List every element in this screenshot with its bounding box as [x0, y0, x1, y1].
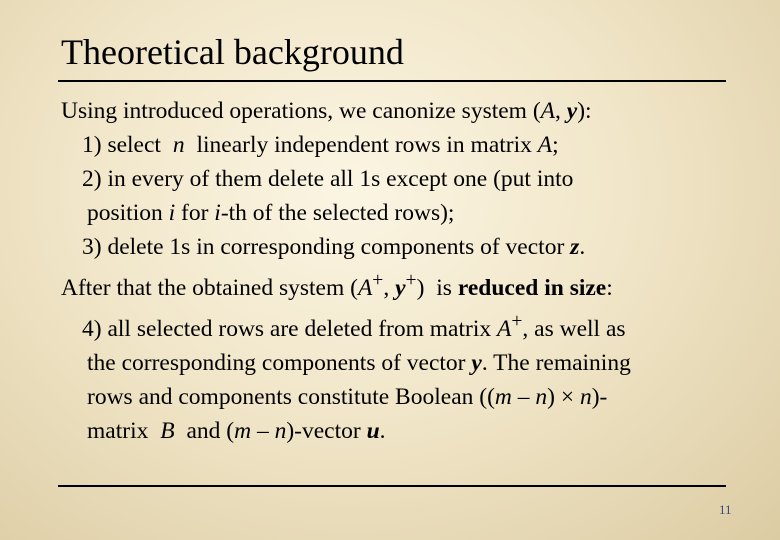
page-number: 11: [719, 502, 732, 517]
body-line-7: 4) all selected rows are deleted from matrix A+, as well as: [82, 310, 626, 342]
slide-body: [61, 94, 741, 448]
title-underline: [58, 80, 726, 82]
body-line-1: Using introduced operations, we canonize system (A, y):: [61, 98, 592, 124]
body-line-9: rows and components constitute Boolean ((m – n) × n)-: [87, 383, 608, 410]
body-line-6: After that the obtained system (A+, y+) is reduced in size:: [61, 270, 613, 301]
body-line-2: 1) select n linearly independent rows in matrix A;: [82, 132, 559, 158]
body-line-8: the corresponding components of vector y. The remaining: [87, 349, 631, 376]
slide-title: Theoretical background: [61, 32, 404, 72]
body-line-5: 3) delete 1s in corresponding components of vector z.: [82, 234, 586, 260]
body-line-10: matrix B and (m – n)-vector u.: [87, 417, 386, 444]
body-line-4: position i for i-th of the selected rows);: [87, 200, 455, 226]
footer-rule: [58, 485, 726, 487]
body-line-3: 2) in every of them delete all 1s except one (put into: [82, 166, 574, 192]
